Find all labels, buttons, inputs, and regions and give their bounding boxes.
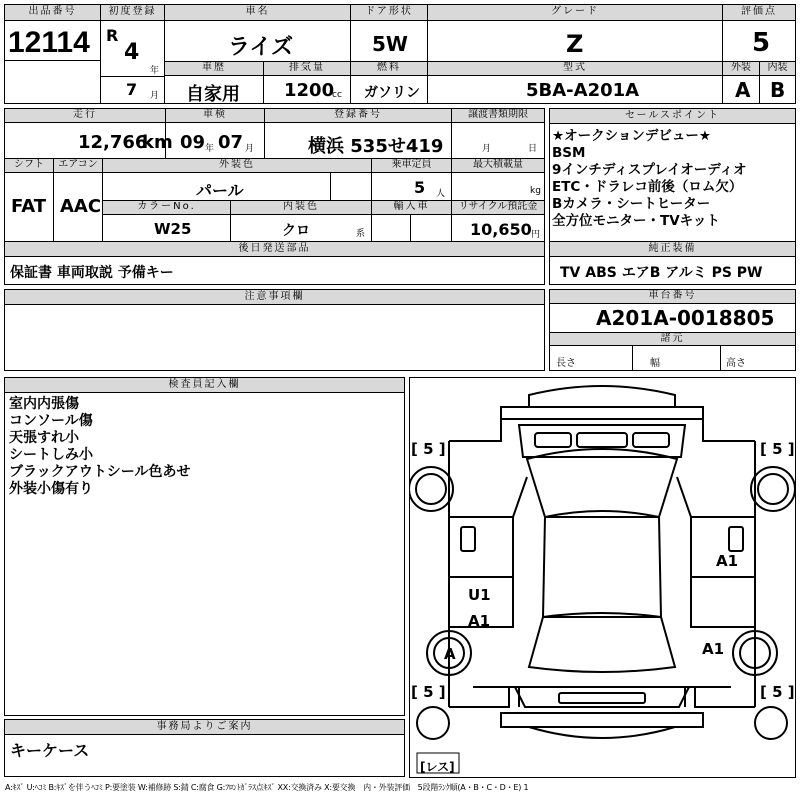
model-label: 型式	[428, 62, 722, 76]
capacity-label: 乗車定員	[372, 159, 451, 173]
car-diagram	[409, 377, 796, 778]
selling-point-line: ★オークションデビュー★	[552, 128, 711, 144]
recycle-label: リサイクル預託金	[452, 201, 544, 215]
equipment-label: 純正装備	[550, 242, 795, 257]
spec-length: 長さ	[556, 358, 576, 369]
interior-color: クロ	[282, 223, 310, 239]
exterior-color: パール	[196, 181, 244, 200]
selling-points-list	[552, 128, 796, 230]
selling-point-line: ETC・ドラレコ前後（ロム欠）	[552, 179, 743, 195]
spec-width: 幅	[650, 358, 660, 369]
inspection-month-unit: 月	[245, 144, 255, 154]
later-parts-value: 保証書 車両取説 予備キー	[10, 265, 174, 281]
exterior-label: 外装	[723, 62, 759, 76]
vehicle-details-block	[4, 108, 545, 242]
inspector-note-line: コンソール傷	[9, 413, 93, 429]
vehicle-history: 自家用	[186, 84, 240, 105]
score: 5	[752, 28, 771, 58]
era: R	[106, 26, 119, 45]
spare-tire-mark: [レス]	[420, 760, 455, 774]
grade: Z	[566, 30, 584, 58]
legend: A:ｷｽﾞ U:ﾍｺﾐ B:ｷｽﾞを伴うﾍｺﾐ P:要塗装 W:補修跡 S:錆 C:腐食 G:ﾌﾛﾝﾄｶﾞﾗｽ点ｷｽﾞ XX:交換済み X:要交換 内・外装評価 5段階ﾗﾝｸ順(A・B・C・D・E) 1	[5, 783, 529, 792]
inspector-note-line: ブラックアウトシール色あせ	[9, 464, 191, 480]
spec-height: 高さ	[726, 358, 746, 369]
reg-no-label: 登録番号	[265, 109, 451, 123]
grade-label: グレード	[428, 5, 722, 21]
color-number: W25	[154, 220, 192, 238]
tire-mark-rear-left: [ 5 ]	[411, 683, 446, 701]
chassis-number: A201A-0018805	[596, 306, 775, 330]
damage-mark-left-wheel: A	[444, 645, 456, 663]
capacity: 5	[414, 178, 426, 197]
office-label: 事務局よりご案内	[5, 720, 404, 735]
capacity-unit: 人	[436, 189, 446, 199]
exterior-grade: A	[735, 78, 751, 102]
notes-label: 注意事項欄	[5, 290, 544, 305]
lot-number: 12114	[8, 26, 90, 59]
mileage-label: 走行	[5, 109, 165, 123]
door-label: ドア形状	[351, 5, 427, 21]
history-label: 車歴	[165, 62, 263, 76]
inspector-note-line: 室内内張傷	[9, 396, 79, 412]
max-load-label: 最大積載量	[452, 159, 544, 173]
lot-no-label: 出品番号	[5, 5, 100, 21]
fuel: ガソリン	[364, 85, 420, 101]
year-unit: 年	[150, 66, 160, 76]
interior-color-unit: 系	[356, 229, 366, 239]
shift-label: シフト	[5, 159, 53, 173]
max-load-unit: kg	[530, 186, 541, 196]
car-name-label: 車名	[165, 5, 350, 21]
model-code: 5BA-A201A	[526, 80, 640, 101]
damage-mark-left-door-u1: U1	[468, 586, 491, 604]
later-parts-label: 後日発送部品	[5, 242, 544, 257]
fuel-label: 燃料	[351, 62, 427, 76]
damage-mark-right-door: A1	[716, 552, 739, 570]
import-label: 輸入車	[372, 201, 451, 215]
inspector-note-line: シートしみ小	[9, 447, 93, 463]
selling-points-label: セールスポイント	[550, 109, 795, 124]
chassis-label: 車台番号	[550, 290, 795, 304]
damage-mark-right-rear: A1	[702, 640, 725, 658]
inspection-month: 07	[218, 132, 244, 153]
recycle-unit: 円	[531, 230, 541, 240]
inspector-notes	[9, 396, 399, 498]
mileage: 12,766	[78, 132, 148, 153]
inspector-label: 検査員記入欄	[5, 378, 404, 393]
registration-number: 横浜 535せ419	[308, 136, 444, 157]
inspector-note-line: 天張すれ小	[9, 430, 79, 446]
transfer-label: 譲渡書類期限	[452, 109, 544, 123]
displacement: 1200	[284, 80, 335, 101]
reg-year: 4	[124, 40, 140, 65]
selling-point-line: Bカメラ・シートヒーター	[552, 196, 711, 212]
car-name: ライズ	[228, 35, 294, 60]
ac-label: エアコン	[54, 159, 102, 173]
inspection-year-unit: 年	[205, 144, 215, 154]
transfer-day-unit: 日	[528, 144, 538, 154]
ext-color-label: 外装色	[103, 159, 371, 173]
tire-mark-front-left: [ 5 ]	[411, 440, 446, 458]
inspector-note-line: 外装小傷有り	[9, 481, 93, 497]
int-color-label: 内装色	[231, 201, 371, 215]
office-value: キーケース	[10, 741, 90, 760]
inspection-label: 車検	[166, 109, 264, 123]
score-label: 評価点	[723, 5, 795, 21]
interior-label: 内装	[760, 62, 795, 76]
mileage-unit: km	[142, 132, 173, 153]
displacement-unit: cc	[332, 90, 342, 100]
equipment-value: TV ABS エアB アルミ PS PW	[560, 265, 763, 281]
damage-mark-left-door-a1: A1	[468, 612, 491, 630]
selling-point-line: BSM	[552, 145, 586, 161]
shift: FAT	[11, 196, 47, 217]
color-no-label: カラーNo.	[103, 201, 230, 215]
first-reg-label: 初度登録	[101, 5, 164, 21]
specs-label: 諸元	[550, 332, 795, 346]
recycle-deposit: 10,650	[470, 220, 532, 239]
door-type: 5W	[372, 32, 408, 56]
tire-mark-front-right: [ 5 ]	[760, 440, 795, 458]
displacement-label: 排気量	[264, 62, 350, 76]
transfer-month-unit: 月	[482, 144, 492, 154]
air-conditioner: AAC	[60, 196, 102, 217]
reg-month: 7	[126, 80, 138, 99]
inspection-year: 09	[180, 132, 206, 153]
interior-grade: B	[770, 78, 786, 102]
month-unit: 月	[150, 91, 160, 101]
selling-point-line: 9インチディスプレイオーディオ	[552, 162, 747, 178]
tire-mark-rear-right: [ 5 ]	[760, 683, 795, 701]
selling-point-line: 全方位モニター・TVキット	[552, 213, 720, 229]
